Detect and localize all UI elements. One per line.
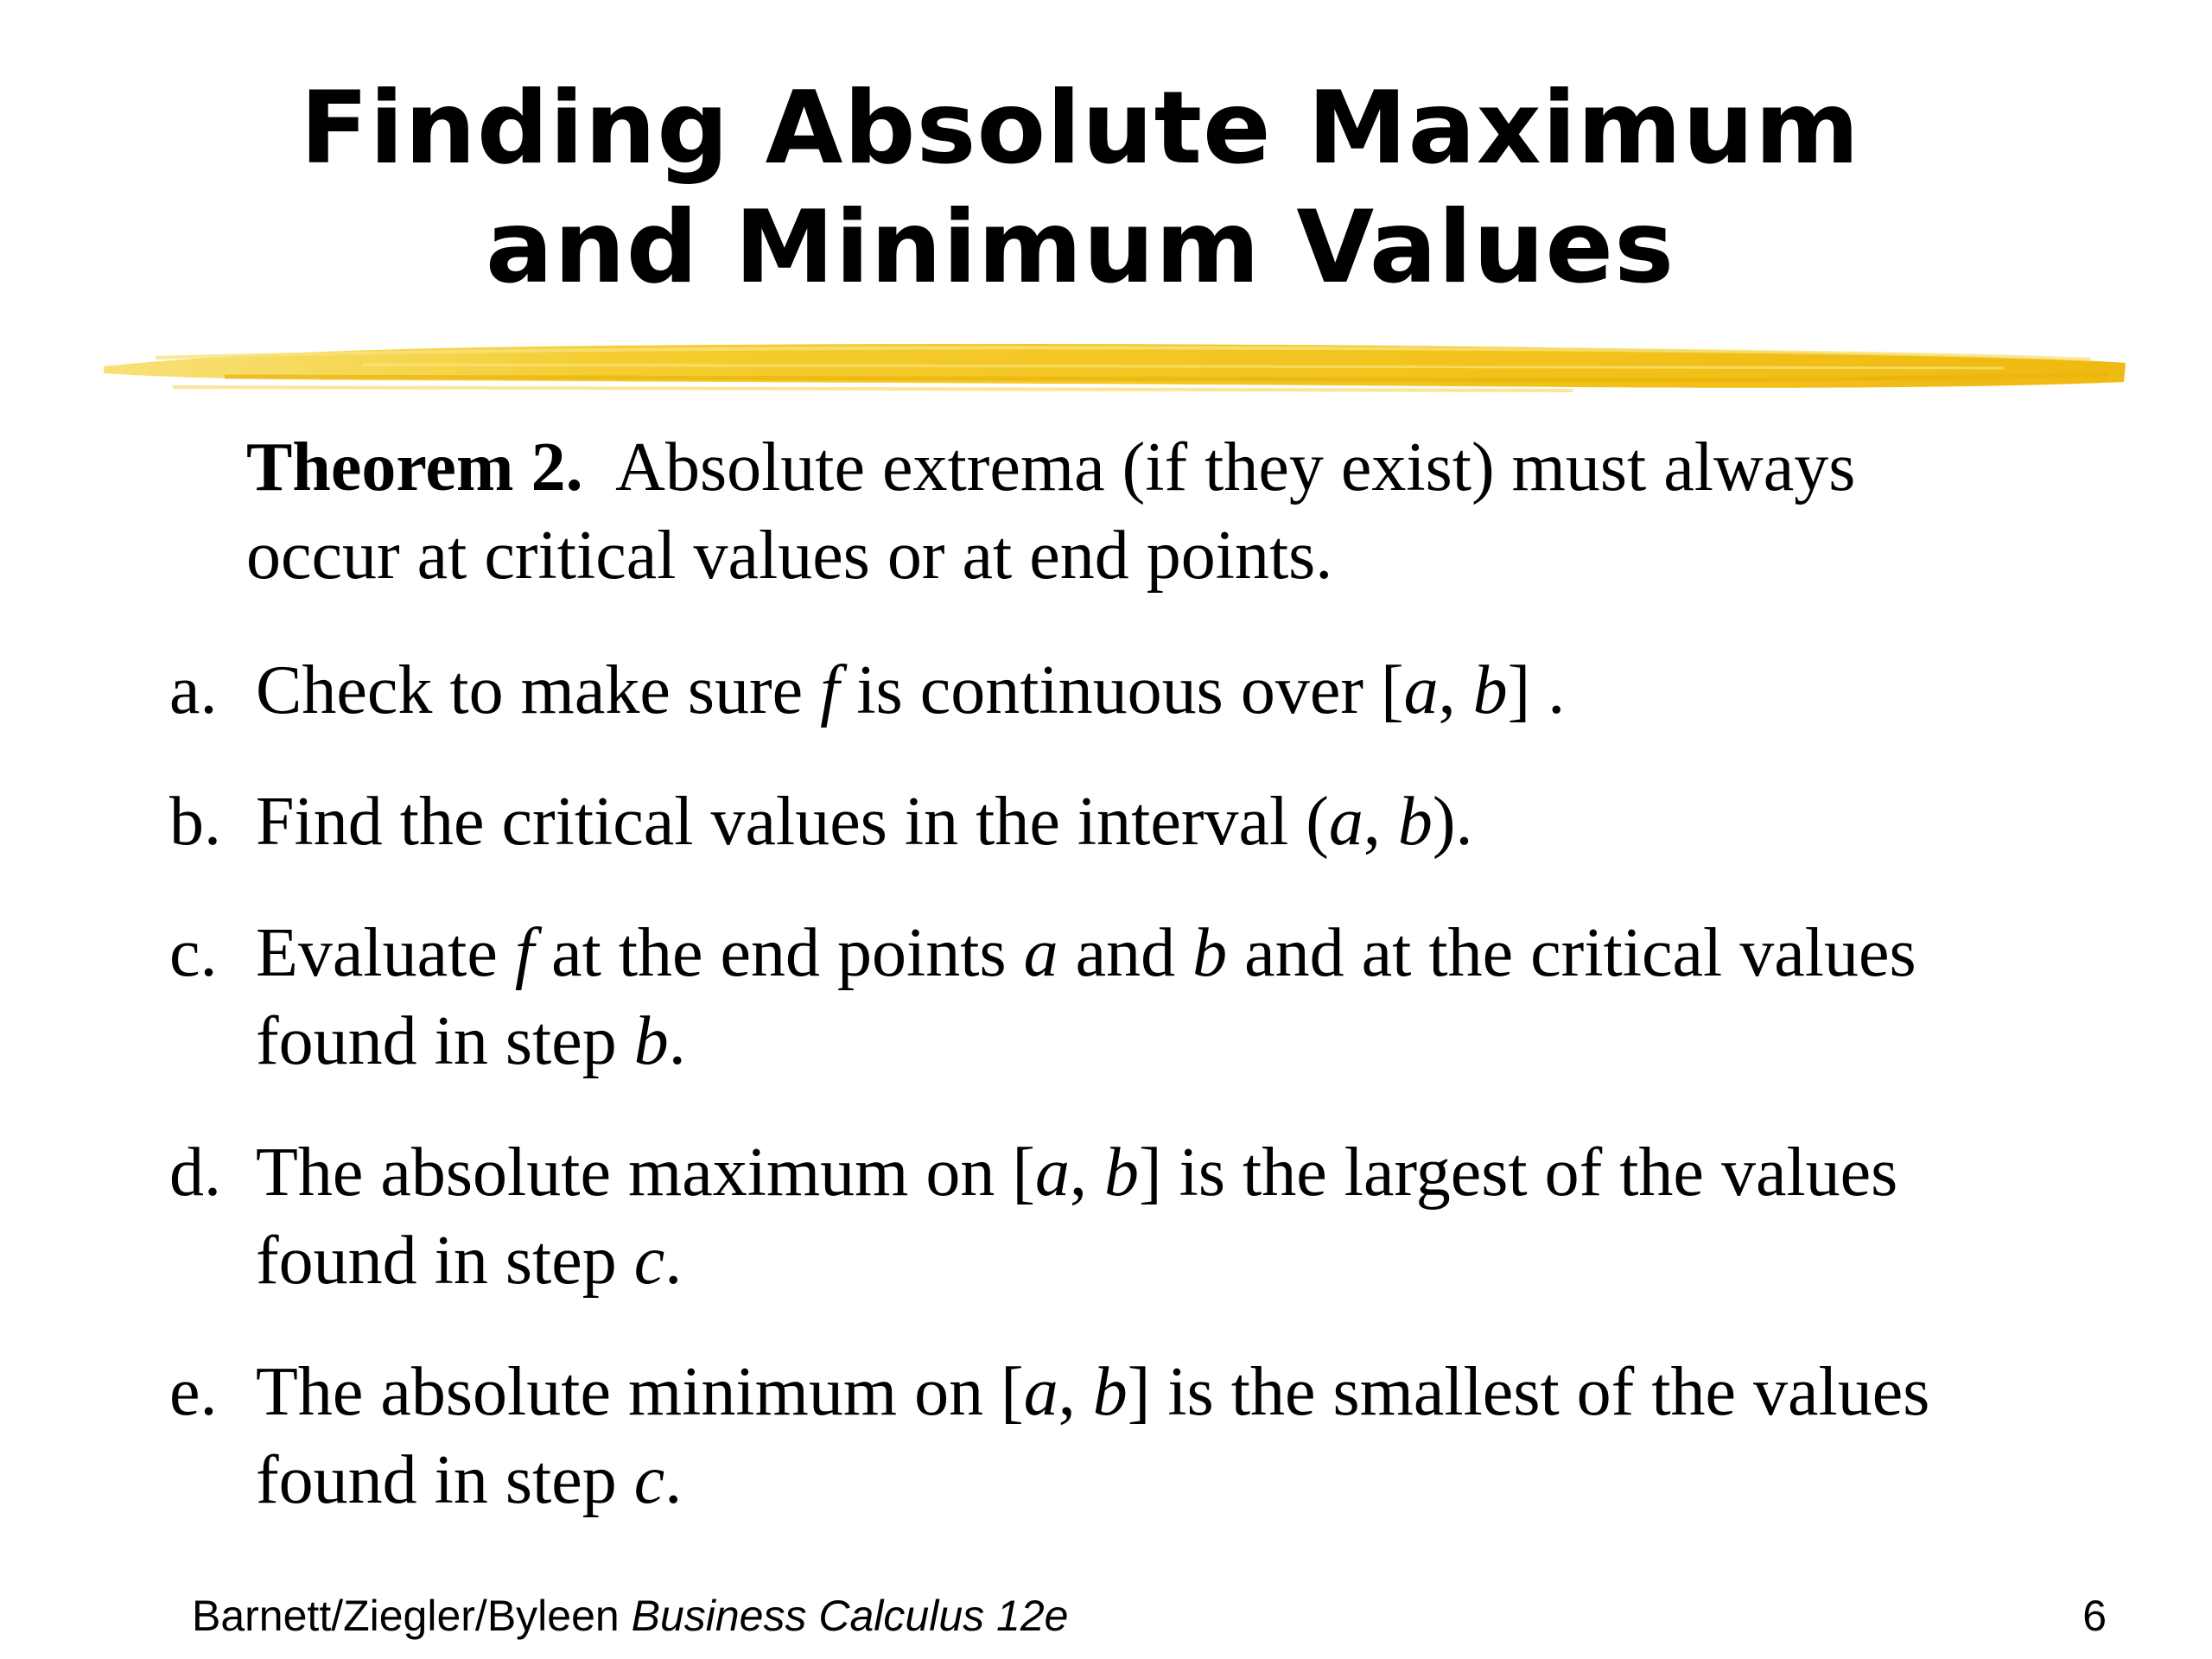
title-line-2: and Minimum Values [485,189,1675,306]
step-c [169,909,2113,1085]
theorem-label: Theorem 2. [246,429,583,505]
var-a: a [1328,784,1363,860]
function-f: f [820,652,840,728]
function-f: f [514,915,535,991]
step-d-text-2: ] is the largest of the values [1139,1135,1898,1211]
step-c-text-3: and at the critical values [1244,915,1916,991]
step-c-and: and [1075,915,1176,991]
step-a [169,646,2113,734]
step-b-marker: b. [169,784,221,860]
step-a-text: Check to make sure [256,652,804,728]
step-c-text-4: found in step [256,1003,617,1079]
var-b: b [1192,915,1228,991]
step-d-text-3: found in step [256,1223,617,1299]
theorem-2 [246,423,2061,600]
step-ref: b [633,1003,669,1079]
step-b [169,778,2113,866]
step-c-text-2: at the end points [551,915,1007,991]
comma: , [1438,652,1473,728]
footer-credit [192,1590,1068,1642]
var-b: b [1397,784,1433,860]
step-c-marker: c. [169,915,218,991]
step-b-text: Find the critical values in the interval ( [256,784,1329,860]
var-b: b [1472,652,1508,728]
step-e [169,1348,2113,1524]
title-line-1: Finding Absolute Maximum [300,70,1860,187]
step-d-text: The absolute maximum on [ [256,1135,1036,1211]
comma: , [1058,1354,1093,1430]
var-b: b [1104,1135,1140,1211]
var-a: a [1023,915,1058,991]
page-number: 6 [2082,1592,2107,1640]
period: . [664,1442,683,1518]
footer-book-title: Business Calculus 12e [631,1592,1069,1640]
period: . [668,1003,686,1079]
step-e-marker: e. [169,1354,218,1430]
var-a: a [1035,1135,1071,1211]
step-ref: c [633,1223,665,1299]
step-d [169,1128,2113,1305]
comma: , [1070,1135,1105,1211]
procedure-steps [169,646,2113,1524]
var-b: b [1092,1354,1128,1430]
step-e-text-3: found in step [256,1442,617,1518]
step-ref: c [633,1442,665,1518]
step-e-text: The absolute minimum on [ [256,1354,1024,1430]
paren-close: ). [1432,784,1473,860]
footer-authors: Barnett/Ziegler/Byleen [192,1592,620,1640]
step-c-text: Evaluate [256,915,498,991]
step-a-text-2: is continuous over [856,652,1363,728]
period: . [664,1223,683,1299]
step-d-marker: d. [169,1135,221,1211]
bracket-open: [ [1380,652,1404,728]
step-a-marker: a. [169,652,218,728]
theorem-text-line-1: Absolute extrema (if they exist) must always [615,429,1856,505]
highlighter-stroke-divider [104,327,2126,404]
var-a: a [1023,1354,1058,1430]
bracket-close: ] . [1507,652,1566,728]
slide-title [0,69,2160,308]
var-a: a [1403,652,1439,728]
comma: , [1363,784,1398,860]
theorem-text-line-2: occur at critical values or at end points. [246,518,1333,594]
step-e-text-2: ] is the smallest of the values [1127,1354,1930,1430]
